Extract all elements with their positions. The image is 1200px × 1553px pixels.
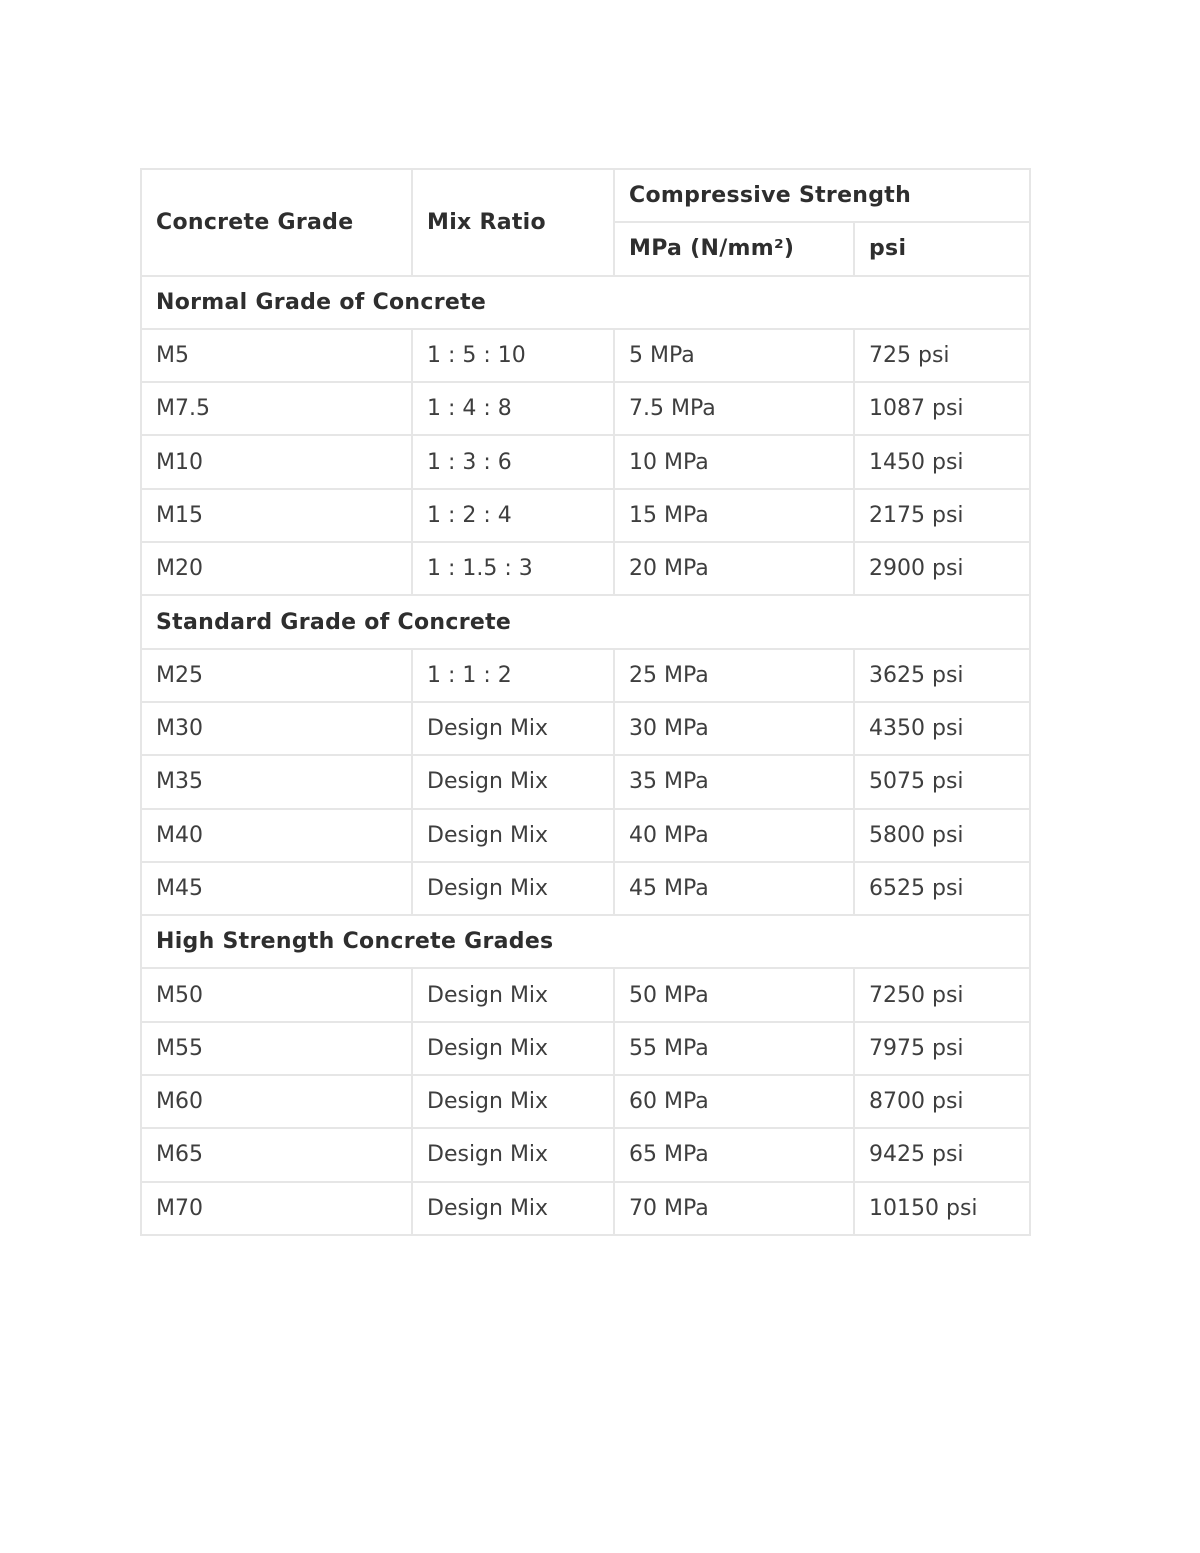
header-psi: psi [854,222,1030,275]
cell-mix-ratio: 1 : 2 : 4 [412,489,614,542]
cell-psi: 725 psi [854,329,1030,382]
section-row [141,276,1030,329]
table-row [141,968,1030,1021]
cell-mpa: 45 MPa [614,862,854,915]
cell-mpa: 35 MPa [614,755,854,808]
cell-grade: M7.5 [141,382,412,435]
cell-grade: M30 [141,702,412,755]
cell-psi: 3625 psi [854,649,1030,702]
cell-mix-ratio: Design Mix [412,968,614,1021]
cell-grade: M15 [141,489,412,542]
table-row [141,1182,1030,1235]
table-row [141,809,1030,862]
cell-mix-ratio: 1 : 5 : 10 [412,329,614,382]
cell-psi: 8700 psi [854,1075,1030,1128]
table-row [141,1022,1030,1075]
cell-grade: M60 [141,1075,412,1128]
cell-mpa: 20 MPa [614,542,854,595]
table-row [141,489,1030,542]
cell-mix-ratio: Design Mix [412,1075,614,1128]
cell-psi: 4350 psi [854,702,1030,755]
cell-mpa: 50 MPa [614,968,854,1021]
cell-grade: M10 [141,435,412,488]
cell-mpa: 25 MPa [614,649,854,702]
header-mix-ratio: Mix Ratio [412,169,614,276]
cell-psi: 7250 psi [854,968,1030,1021]
cell-psi: 2900 psi [854,542,1030,595]
cell-grade: M45 [141,862,412,915]
section-title: Normal Grade of Concrete [141,276,1030,329]
section-title: High Strength Concrete Grades [141,915,1030,968]
cell-mix-ratio: Design Mix [412,1128,614,1181]
cell-grade: M70 [141,1182,412,1235]
cell-mix-ratio: Design Mix [412,1182,614,1235]
cell-mpa: 40 MPa [614,809,854,862]
cell-psi: 5800 psi [854,809,1030,862]
cell-mpa: 55 MPa [614,1022,854,1075]
concrete-grade-table [140,168,1031,1236]
table-row [141,649,1030,702]
table-row [141,1075,1030,1128]
cell-grade: M65 [141,1128,412,1181]
header-row-top [141,169,1030,222]
cell-psi: 7975 psi [854,1022,1030,1075]
cell-mpa: 30 MPa [614,702,854,755]
header-concrete-grade: Concrete Grade [141,169,412,276]
table-row [141,862,1030,915]
section-title: Standard Grade of Concrete [141,595,1030,648]
section-row [141,595,1030,648]
table-row [141,435,1030,488]
cell-psi: 2175 psi [854,489,1030,542]
cell-mpa: 10 MPa [614,435,854,488]
cell-mix-ratio: 1 : 1 : 2 [412,649,614,702]
cell-mix-ratio: Design Mix [412,755,614,808]
table-header [141,169,1030,276]
cell-mix-ratio: 1 : 3 : 6 [412,435,614,488]
cell-psi: 5075 psi [854,755,1030,808]
cell-grade: M35 [141,755,412,808]
cell-psi: 9425 psi [854,1128,1030,1181]
cell-mpa: 70 MPa [614,1182,854,1235]
cell-psi: 10150 psi [854,1182,1030,1235]
cell-mix-ratio: Design Mix [412,702,614,755]
cell-mpa: 15 MPa [614,489,854,542]
cell-mix-ratio: Design Mix [412,1022,614,1075]
cell-grade: M20 [141,542,412,595]
section-row [141,915,1030,968]
cell-mpa: 65 MPa [614,1128,854,1181]
table-row [141,755,1030,808]
cell-mix-ratio: Design Mix [412,809,614,862]
cell-mpa: 60 MPa [614,1075,854,1128]
table-row [141,1128,1030,1181]
cell-psi: 6525 psi [854,862,1030,915]
concrete-grade-table-container [140,168,1029,1236]
cell-psi: 1450 psi [854,435,1030,488]
cell-mix-ratio: 1 : 4 : 8 [412,382,614,435]
header-compressive-strength: Compressive Strength [614,169,1030,222]
header-mpa: MPa (N/mm²) [614,222,854,275]
cell-psi: 1087 psi [854,382,1030,435]
cell-mix-ratio: Design Mix [412,862,614,915]
table-row [141,329,1030,382]
cell-grade: M25 [141,649,412,702]
table-row [141,542,1030,595]
cell-grade: M55 [141,1022,412,1075]
cell-mpa: 7.5 MPa [614,382,854,435]
cell-mix-ratio: 1 : 1.5 : 3 [412,542,614,595]
cell-grade: M40 [141,809,412,862]
table-row [141,382,1030,435]
table-body [141,276,1030,1235]
cell-grade: M50 [141,968,412,1021]
cell-grade: M5 [141,329,412,382]
cell-mpa: 5 MPa [614,329,854,382]
table-row [141,702,1030,755]
